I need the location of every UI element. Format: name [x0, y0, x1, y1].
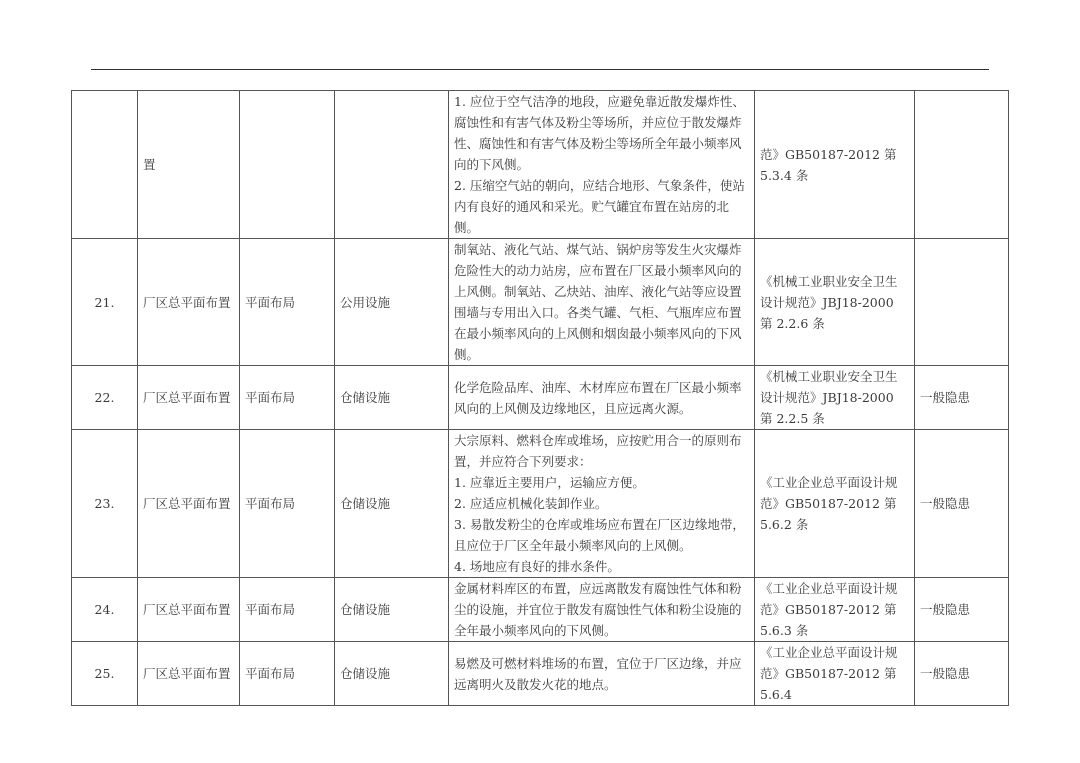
type-cell: 平面布局	[240, 239, 335, 366]
row-number: 25.	[72, 642, 138, 706]
content-item: 4. 场地应有良好的排水条件。	[454, 559, 620, 574]
content-cell	[449, 239, 755, 366]
facility-cell	[335, 91, 449, 239]
content-item: 易燃及可燃材料堆场的布置，宜位于厂区边缘，并应远离明火及散发火花的地点。	[454, 655, 742, 692]
row-number: 21.	[72, 239, 138, 366]
type-cell: 平面布局	[240, 366, 335, 430]
content-item: 金属材料库区的布置，应远离散发有腐蚀性气体和粉尘的设施，并宜位于散发有腐蚀性气体和粉尘设施的全年最小频率风向的下风侧。	[454, 581, 742, 638]
table-row	[72, 430, 1009, 578]
table-row	[72, 91, 1009, 239]
basis-cell: 《机械工业职业安全卫生设计规范》JBJ18-2000 第 2.2.6 条	[755, 239, 915, 366]
table-row	[72, 239, 1009, 366]
basis-cell: 《工业企业总平面设计规范》GB50187-2012 第 5.6.2 条	[755, 430, 915, 578]
table-row	[72, 578, 1009, 642]
level-cell	[915, 239, 1009, 366]
basis-cell: 《工业企业总平面设计规范》GB50187-2012 第 5.6.3 条	[755, 578, 915, 642]
level-cell: 一般隐患	[915, 642, 1009, 706]
type-cell: 平面布局	[240, 578, 335, 642]
content-item: 2. 应适应机械化装卸作业。	[454, 496, 608, 511]
content-item: 大宗原料、燃料仓库或堆场，应按贮用合一的原则布置，并应符合下列要求：	[454, 433, 742, 469]
hazard-checklist-table	[71, 90, 1009, 706]
row-number: 22.	[72, 366, 138, 430]
content-cell	[449, 366, 755, 430]
facility-cell: 仓储设施	[335, 366, 449, 430]
content-item: 1. 应位于空气洁净的地段，应避免靠近散发爆炸性、腐蚀性和有害气体及粉尘等场所，并应位于散发爆炸性、腐蚀性和有害气体及粉尘等场所全年最小频率风向的下风侧。	[454, 94, 745, 172]
content-cell	[449, 642, 755, 706]
basis-cell: 范》GB50187-2012 第 5.3.4 条	[755, 91, 915, 239]
area-cell: 厂区总平面布置	[138, 642, 240, 706]
table-row	[72, 642, 1009, 706]
facility-cell: 公用设施	[335, 239, 449, 366]
content-item: 3. 易散发粉尘的仓库或堆场应布置在厂区边缘地带，且应位于厂区全年最小频率风向的上风侧。	[454, 517, 745, 553]
level-cell	[915, 91, 1009, 239]
basis-cell: 《机械工业职业安全卫生设计规范》JBJ18-2000 第 2.2.5 条	[755, 366, 915, 430]
area-cell: 置	[138, 91, 240, 239]
type-cell: 平面布局	[240, 430, 335, 578]
level-cell: 一般隐患	[915, 578, 1009, 642]
type-cell	[240, 91, 335, 239]
content-cell	[449, 91, 755, 239]
facility-cell: 仓储设施	[335, 578, 449, 642]
content-cell	[449, 578, 755, 642]
type-cell: 平面布局	[240, 642, 335, 706]
level-cell: 一般隐患	[915, 366, 1009, 430]
facility-cell: 仓储设施	[335, 430, 449, 578]
content-item: 2. 压缩空气站的朝向，应结合地形、气象条件，使站内有良好的通风和采光。贮气罐宜布置在站房的北侧。	[454, 178, 745, 235]
row-number: 24.	[72, 578, 138, 642]
table-body	[72, 91, 1009, 706]
table-row	[72, 366, 1009, 430]
row-number: 23.	[72, 430, 138, 578]
level-cell: 一般隐患	[915, 430, 1009, 578]
basis-cell: 《工业企业总平面设计规范》GB50187-2012 第 5.6.4	[755, 642, 915, 706]
facility-cell: 仓储设施	[335, 642, 449, 706]
area-cell: 厂区总平面布置	[138, 430, 240, 578]
area-cell: 厂区总平面布置	[138, 239, 240, 366]
area-cell: 厂区总平面布置	[138, 366, 240, 430]
row-number	[72, 91, 138, 239]
content-item: 化学危险品库、油库、木材库应布置在厂区最小频率风向的上风侧及边缘地区，且应远离火源。	[454, 379, 742, 416]
content-cell	[449, 430, 755, 578]
content-item: 制氧站、液化气站、煤气站、锅炉房等发生火灾爆炸危险性大的动力站房，应布置在厂区最小频率风向的上风侧。制氧站、乙炔站、油库、液化气站等应设置围墙与专用出入口。各类气罐、气柜、气瓶库应布置在最小频率风向的上风侧和烟囱最小频率风向的下风侧。	[454, 242, 742, 362]
content-item: 1. 应靠近主要用户，运输应方便。	[454, 475, 645, 490]
area-cell: 厂区总平面布置	[138, 578, 240, 642]
header-rule	[91, 69, 989, 70]
